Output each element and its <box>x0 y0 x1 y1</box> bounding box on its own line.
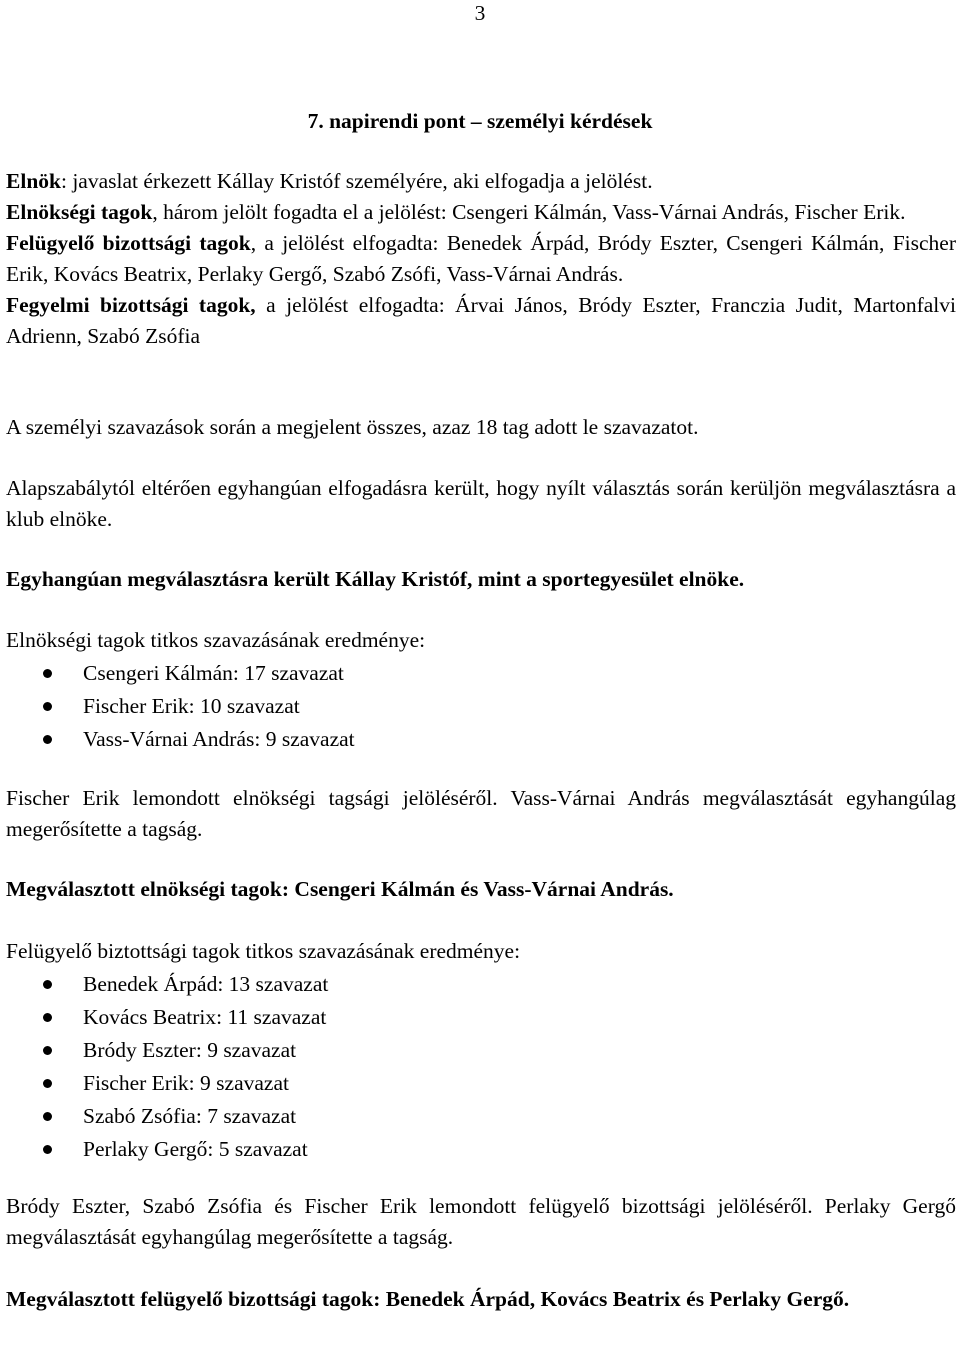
list-item-text: Vass-Várnai András: 9 szavazat <box>83 727 355 751</box>
supervisory-vote-title: Felügyelő biztottsági tagok titkos szavazásának eredménye: <box>6 939 521 963</box>
president-result: Egyhangúan megválasztásra került Kállay Kristóf, mint a sportegyesület elnöke. <box>6 567 745 591</box>
list-item <box>6 723 956 756</box>
supervisory-label: Felügyelő bizottsági tagok <box>6 231 251 255</box>
list-item-text: Fischer Erik: 9 szavazat <box>83 1071 289 1095</box>
board-nomination <box>6 197 956 228</box>
bullet-icon <box>43 1112 52 1121</box>
disciplinary-nomination <box>6 290 956 352</box>
board-vote-list <box>6 657 956 756</box>
list-item <box>6 1034 956 1067</box>
list-item <box>6 1001 956 1034</box>
president-nomination <box>6 166 956 197</box>
list-item-text: Szabó Zsófia: 7 szavazat <box>83 1104 297 1128</box>
list-item <box>6 1100 956 1133</box>
list-item-text: Fischer Erik: 10 szavazat <box>83 694 300 718</box>
list-item-text: Kovács Beatrix: 11 szavazat <box>83 1005 327 1029</box>
list-item-text: Benedek Árpád: 13 szavazat <box>83 972 329 996</box>
bullet-icon <box>43 702 52 711</box>
disciplinary-nomination-text: a jelölést elfogadta: Árvai János, Bródy Eszter, Franczia Judit, Martonfalvi Adrienn, Szabó Zsófia <box>6 293 956 348</box>
list-item <box>6 968 956 1001</box>
board-label: Elnökségi tagok <box>6 200 153 224</box>
open-vote-paragraph: Alapszabálytól eltérően egyhangúan elfogadásra került, hogy nyílt választás során kerüljön megválasztásra a klub elnöke. <box>6 476 956 531</box>
bullet-icon <box>43 735 52 744</box>
list-item-text: Bródy Eszter: 9 szavazat <box>83 1038 297 1062</box>
section-heading: 7. napirendi pont – személyi kérdések <box>307 109 653 133</box>
disciplinary-label: Fegyelmi bizottsági tagok, <box>6 293 256 317</box>
list-item <box>6 657 956 690</box>
board-vote-result: Megválasztott elnökségi tagok: Csengeri Kálmán és Vass-Várnai András. <box>6 877 674 901</box>
board-vote-title: Elnökségi tagok titkos szavazásának eredménye: <box>6 628 426 652</box>
supervisory-nomination <box>6 228 956 290</box>
board-vote-note: Fischer Erik lemondott elnökségi tagsági jelöléséről. Vass-Várnai András megválasztását egyhangúlag megerősítette a tagság. <box>6 786 956 841</box>
president-nomination-text: : javaslat érkezett Kállay Kristóf személyére, aki elfogadja a jelölést. <box>60 169 653 193</box>
supervisory-vote-section <box>6 936 956 1166</box>
supervisory-vote-result: Megválasztott felügyelő bizottsági tagok: Benedek Árpád, Kovács Beatrix és Perlaky Gergő. <box>6 1287 850 1311</box>
list-item <box>6 690 956 723</box>
bullet-icon <box>43 980 52 989</box>
bullet-icon <box>43 1046 52 1055</box>
bullet-icon <box>43 1145 52 1154</box>
list-item <box>6 1133 956 1166</box>
supervisory-vote-list <box>6 968 956 1166</box>
list-item-text: Perlaky Gergő: 5 szavazat <box>83 1137 308 1161</box>
supervisory-vote-note: Bródy Eszter, Szabó Zsófia és Fischer Erik lemondott felügyelő bizottsági jelöléséről. Perlaky Gergő megválasztását egyhangúlag megerősítette a tagság. <box>6 1194 956 1249</box>
president-label: Elnök <box>6 169 61 193</box>
bullet-icon <box>43 1079 52 1088</box>
nominations-block <box>6 166 956 352</box>
page-number: 3 <box>474 1 486 25</box>
bullet-icon <box>43 669 52 678</box>
board-nomination-text: , három jelölt fogadta el a jelölést: Csengeri Kálmán, Vass-Várnai András, Fischer Erik. <box>152 200 906 224</box>
board-vote-section <box>6 625 956 756</box>
supervisory-nomination-text: , a jelölést elfogadta: Benedek Árpád, Bródy Eszter, Csengeri Kálmán, Fischer Erik, Kovács Beatrix, Perlaky Gergő, Szabó Zsófi, Vass-Várnai András. <box>6 231 956 286</box>
list-item-text: Csengeri Kálmán: 17 szavazat <box>83 661 344 685</box>
list-item <box>6 1067 956 1100</box>
attendance-paragraph: A személyi szavazások során a megjelent összes, azaz 18 tag adott le szavazatot. <box>6 415 699 439</box>
bullet-icon <box>43 1013 52 1022</box>
